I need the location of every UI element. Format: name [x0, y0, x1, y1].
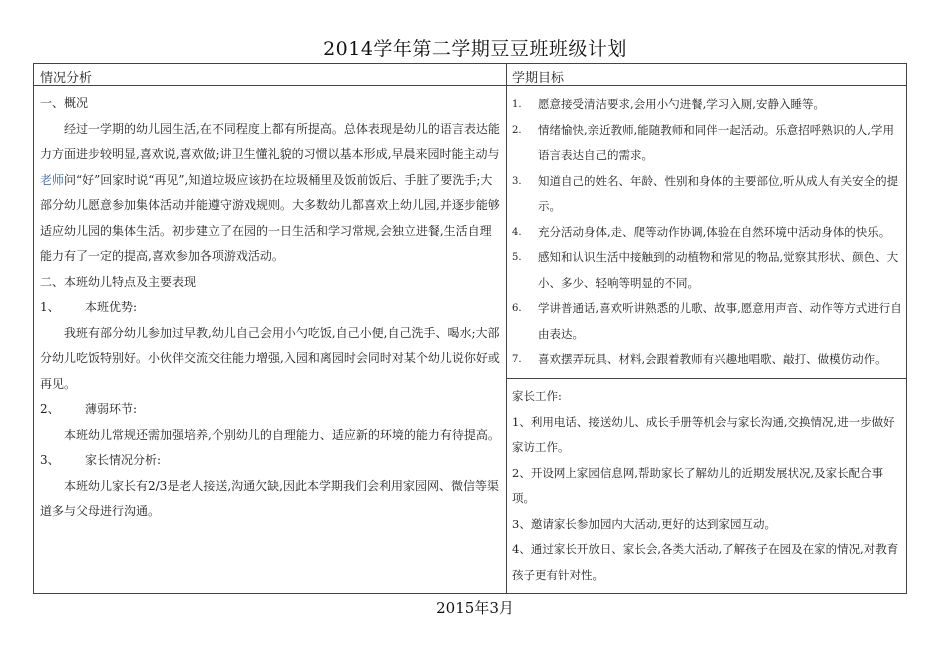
goal-number: 5. — [512, 252, 522, 263]
header-divider — [34, 85, 906, 86]
goal-item — [512, 118, 902, 169]
overview-heading: 一、概况 — [40, 96, 89, 110]
parent-work-section — [512, 384, 902, 588]
features-heading: 二、本班幼儿特点及主要表现 — [40, 274, 197, 289]
goal-item — [512, 296, 902, 347]
parents-analysis-paragraph: 本班幼儿家长有2/3是老人接送,沟通欠缺,因此本学期我们会利用家园网、微信等渠道多与父母进行沟通。 — [40, 478, 499, 518]
goal-item — [512, 245, 902, 296]
goal-text: 愿意接受清洁要求,会用小勺进餐,学习入厕,安静入睡等。 — [538, 97, 825, 111]
goal-text: 情绪愉快,亲近教师,能随教师和同伴一起活动。乐意招呼熟识的人,学用语言表达自己的需求。 — [538, 122, 894, 162]
goal-number: 4. — [512, 226, 522, 238]
goal-number: 7. — [512, 354, 522, 365]
parents-analysis-title: 家长情况分析: — [85, 453, 162, 467]
weakness-title: 薄弱环节: — [85, 402, 138, 416]
goal-text: 学讲普通话,喜欢听讲熟悉的儿歌、故事,愿意用声音、动作等方式进行自由表达。 — [538, 301, 902, 341]
goal-number: 6. — [512, 303, 522, 314]
goal-item — [512, 169, 902, 220]
goal-item — [512, 347, 902, 373]
parent-work-item: 3、邀请家长参加园内大活动,更好的达到家园互动。 — [512, 516, 776, 531]
situation-analysis-header: 情况分析 — [40, 71, 93, 86]
right-column-divider — [507, 378, 906, 379]
weakness-heading — [40, 397, 500, 423]
situation-analysis-content — [40, 91, 500, 525]
goal-number: 2. — [512, 124, 522, 136]
goal-item — [512, 220, 902, 246]
overview-text-a: 经过一学期的幼儿园生活,在不同程度上都有所提高。总体表现是幼儿的语言表达能力方面进步较明显,喜欢说,喜欢做;讲卫生懂礼貌的习惯以基本形成,早晨来园时能主动与 — [40, 121, 500, 161]
parent-work-item: 2、开设网上家园信息网,帮助家长了解幼儿的近期发展状况,及家长配合事项。 — [512, 465, 884, 505]
goal-text: 充分活动身体,走、爬等动作协调,体验在自然环境中活动身体的快乐。 — [538, 224, 891, 239]
semester-goals-header: 学期目标 — [512, 71, 565, 86]
strengths-paragraph: 我班有部分幼儿参加过早教,幼儿自己会用小勺吃饭,自己小便,自己洗手、喝水;大部分幼儿吃饭特别好。小伙伴交流交往能力增强,入园和离园时会同时对某个幼儿说你好或再见。 — [40, 325, 500, 391]
column-divider — [506, 64, 507, 593]
parents-analysis-number: 3、 — [40, 453, 60, 467]
strengths-title: 本班优势: — [85, 300, 138, 314]
goal-item — [512, 92, 902, 118]
goal-text: 感知和认识生活中接触到的动植物和常见的物品,觉察其形状、颜色、大小、多少、轻响等明显的不同。 — [538, 250, 899, 290]
overview-paragraph — [40, 117, 500, 270]
goal-number: 3. — [512, 175, 522, 187]
parents-analysis-heading — [40, 448, 500, 474]
goal-text: 喜欢摆弄玩具、材料,会跟着教师有兴趣地唱歌、敲打、做模仿动作。 — [538, 352, 887, 366]
goal-text: 知道自己的姓名、年龄、性别和身体的主要部位,听从成人有关安全的提示。 — [538, 173, 899, 213]
parent-work-item: 1、利用电话、接送幼儿、成长手册等机会与家长沟通,交换情况,进一步做好家访工作。 — [512, 414, 895, 454]
parent-work-heading: 家长工作: — [512, 389, 562, 403]
overview-text-b: 问“好”回家时说“再见”,知道垃圾应该扔在垃圾桶里及饭前饭后、手脏了要洗手;大部分幼儿愿意参加集体活动并能遵守游戏规则。大多数幼儿都喜欢上幼儿园,并逐步能够适应幼儿园的集体生活。初步建立了在园的一日生活和学习常规,会独立进餐,生活自理能力有了一定的提高,喜欢参加各项游戏活动。 — [40, 172, 500, 263]
parent-work-item: 4、通过家长开放日、家长会,各类大活动,了解孩子在园及在家的情况,对教育孩子更有针对性。 — [512, 542, 899, 582]
weakness-paragraph: 本班幼儿常规还需加强培养,个别幼儿的自理能力、适应新的环境的能力有待提高。 — [64, 427, 500, 442]
plan-table — [33, 63, 907, 594]
weakness-number: 2、 — [40, 402, 60, 416]
teacher-link[interactable]: 老师 — [40, 172, 65, 187]
document-date: 2015年3月 — [436, 599, 514, 617]
semester-goals-list — [512, 92, 902, 373]
document-title: 2014学年第二学期豆豆班班级计划 — [323, 38, 627, 60]
strengths-heading — [40, 295, 500, 321]
strengths-number: 1、 — [40, 300, 60, 314]
goal-number: 1. — [512, 99, 522, 110]
